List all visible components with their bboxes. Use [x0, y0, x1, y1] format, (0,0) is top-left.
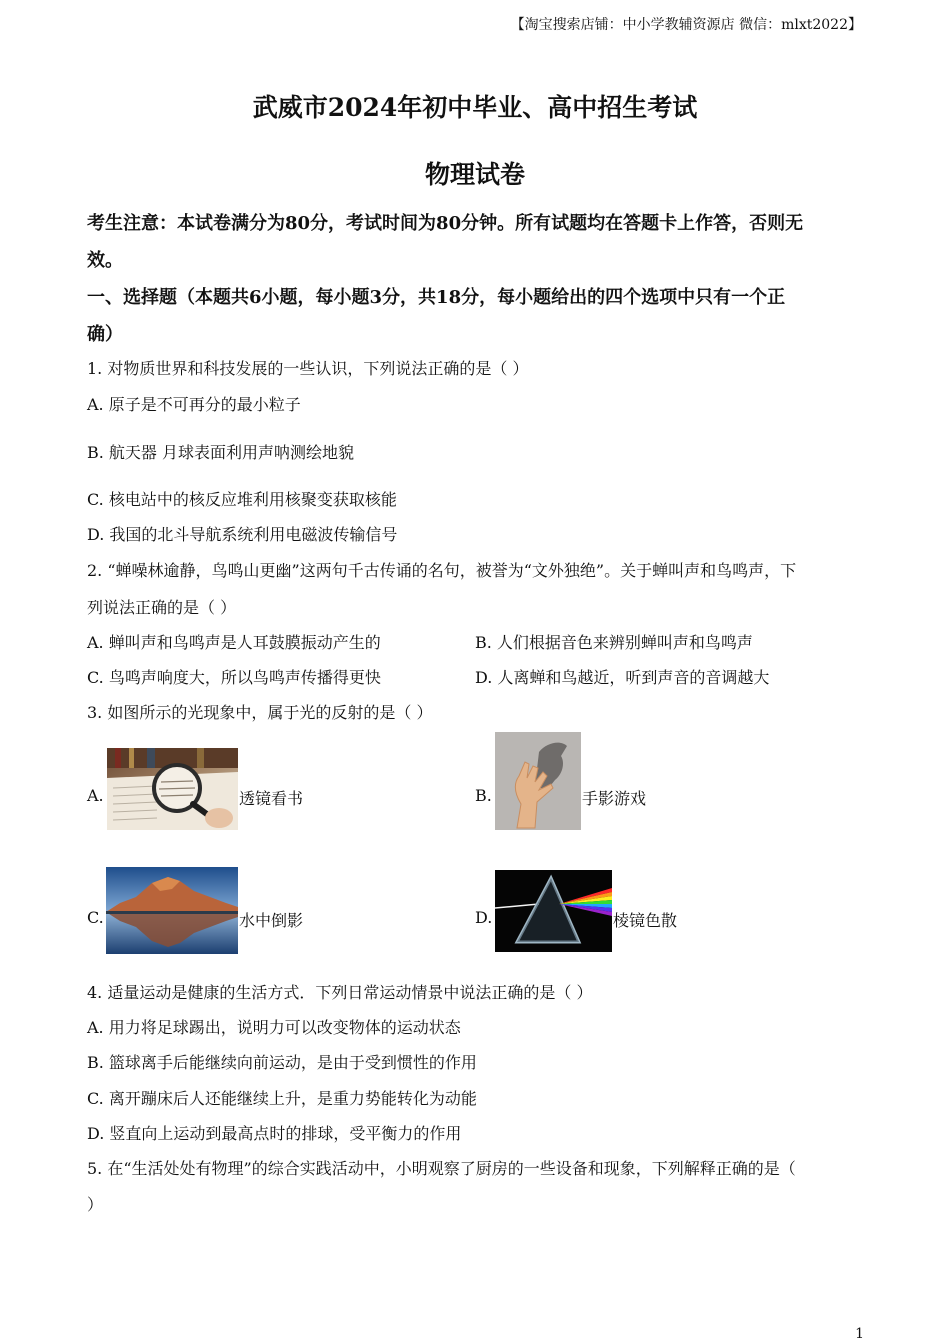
- q3-option-b-label: B.: [475, 786, 492, 805]
- q2-stem-line-2: 列说法正确的是（ ）: [87, 598, 237, 617]
- notice-line-2: 效。: [87, 250, 123, 271]
- q3-option-a-label: A.: [87, 786, 104, 805]
- section1-heading-line-1: 一、选择题（本题共6小题，每小题3分，共18分，每小题给出的四个选项中只有一个正: [87, 287, 786, 308]
- q4-option-a: A. 用力将足球踢出，说明力可以改变物体的运动状态: [87, 1018, 461, 1037]
- q3-option-c-label: C.: [87, 908, 104, 927]
- q2-option-a: A. 蝉叫声和鸟鸣声是人耳鼓膜振动产生的: [87, 633, 381, 652]
- q5-stem-line-2: ）: [87, 1195, 104, 1214]
- exam-subtitle: 物理试卷: [424, 160, 525, 189]
- q4-option-c: C. 离开蹦床后人还能继续上升，是重力势能转化为动能: [87, 1089, 477, 1108]
- page-number: 1: [855, 1326, 864, 1342]
- q5-stem-line-1: 5. 在“生活处处有物理”的综合实践活动中，小明观察了厨房的一些设备和现象，下列解释正确的是（: [87, 1159, 796, 1178]
- q3-option-c-caption: 水中倒影: [239, 911, 304, 930]
- q1-stem: 1. 对物质世界和科技发展的一些认识，下列说法正确的是（ ）: [87, 359, 529, 378]
- notice-line-1: 考生注意：本试卷满分为80分，考试时间为80分钟。所有试题均在答题卡上作答，否则无: [87, 213, 804, 234]
- q4-option-d: D. 竖直向上运动到最高点时的排球，受平衡力的作用: [87, 1124, 462, 1143]
- q1-option-b: B. 航天器 月球表面利用声呐测绘地貌: [87, 443, 355, 462]
- magnifier-reading-image: [107, 748, 238, 830]
- hand-shadow-image: [495, 732, 581, 830]
- header-note: 【淘宝搜索店铺：中小学教辅资源店 微信：mlxt2022】: [510, 17, 862, 33]
- water-reflection-image: [106, 867, 238, 954]
- q3-option-b-caption: 手影游戏: [582, 789, 647, 808]
- q1-option-d: D. 我国的北斗导航系统利用电磁波传输信号: [87, 525, 398, 544]
- q3-option-d-label: D.: [475, 908, 493, 927]
- q2-stem-line-1: 2. “蝉噪林逾静，鸟鸣山更幽”这两句千古传诵的名句，被誉为“文外独绝”。关于蝉叫声和鸟鸣声，下: [87, 561, 797, 580]
- prism-dispersion-image: [495, 870, 612, 952]
- q3-option-a-caption: 透镜看书: [239, 789, 304, 808]
- q2-option-b: B. 人们根据音色来辨别蝉叫声和鸟鸣声: [475, 633, 753, 652]
- q2-option-d: D. 人离蝉和鸟越近，听到声音的音调越大: [475, 668, 770, 687]
- section1-heading-line-2: 确）: [87, 324, 123, 345]
- q1-option-c: C. 核电站中的核反应堆利用核聚变获取核能: [87, 490, 397, 509]
- q4-option-b: B. 篮球离手后能继续向前运动，是由于受到惯性的作用: [87, 1053, 477, 1072]
- q3-stem: 3. 如图所示的光现象中，属于光的反射的是（ ）: [87, 703, 433, 722]
- exam-title: 武威市2024年初中毕业、高中招生考试: [252, 93, 698, 122]
- q1-option-a: A. 原子是不可再分的最小粒子: [87, 395, 301, 414]
- q3-option-d-caption: 棱镜色散: [613, 911, 678, 930]
- q2-option-c: C. 鸟鸣声响度大，所以鸟鸣声传播得更快: [87, 668, 381, 687]
- q4-stem: 4. 适量运动是健康的生活方式．下列日常运动情景中说法正确的是（ ）: [87, 983, 593, 1002]
